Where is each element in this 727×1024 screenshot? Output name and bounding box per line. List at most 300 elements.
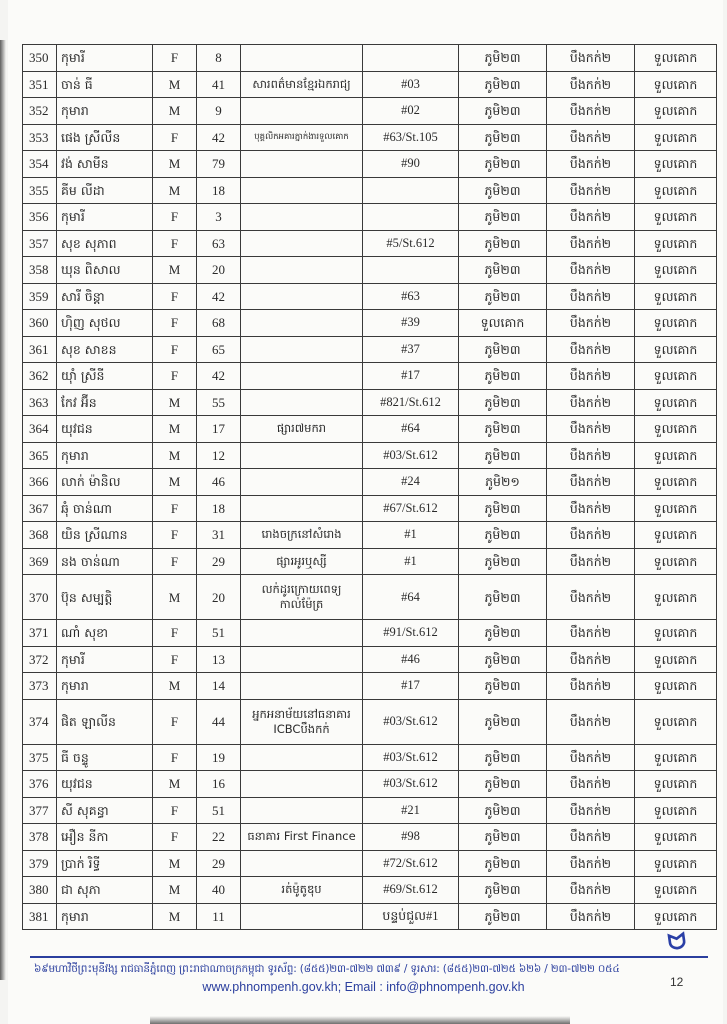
row-number-cell: 371 (23, 620, 57, 647)
house-address-cell (363, 257, 459, 284)
age-cell: 16 (197, 771, 241, 798)
sex-cell: M (153, 389, 197, 416)
sex-cell: M (153, 877, 197, 904)
house-address-cell: #64 (363, 575, 459, 620)
person-name-cell: សារី ចិន្តា (57, 283, 153, 310)
age-cell: 31 (197, 522, 241, 549)
row-number-cell: 379 (23, 850, 57, 877)
house-address-cell: #64 (363, 416, 459, 443)
occupation-cell (241, 283, 363, 310)
occupation-cell (241, 177, 363, 204)
sex-cell: M (153, 257, 197, 284)
table-row (23, 416, 717, 443)
occupation-cell: លក់ដូរក្រោយពេទ្យកាល់ម៉ែត្រ (241, 575, 363, 620)
commune-cell: បឹងកក់២ (547, 522, 635, 549)
row-number-cell: 380 (23, 877, 57, 904)
village-cell: ភូមិ២៣ (459, 850, 547, 877)
age-cell: 3 (197, 204, 241, 231)
village-cell: ភូមិ២១ (459, 469, 547, 496)
footer-address: ៦៩មហាវិថីព្រះមុនីវង្ស រាជធានីភ្នំពេញ ព្រះរាជាណាចក្រកម្ពុជា ទូរស័ព្ទ: (៨៥៥)២៣-៧២២ ៧៣៩ / ទូរសារ: (៨៥៥)២៣-៧២៥ ៦២៦ / ២៣-៧២២ ០៥៤ (34, 963, 620, 975)
occupation-cell (241, 469, 363, 496)
commune-cell: បឹងកក់២ (547, 646, 635, 673)
district-cell: ទួលគោក (635, 620, 717, 647)
house-address-cell: #98 (363, 824, 459, 851)
row-number-cell: 365 (23, 442, 57, 469)
person-name-cell: ធី ចន្ទូ (57, 744, 153, 771)
commune-cell: បឹងកក់២ (547, 548, 635, 575)
district-cell: ទួលគោក (635, 363, 717, 390)
house-address-cell: #21 (363, 797, 459, 824)
handwritten-initial: ᗢ (666, 928, 688, 957)
sex-cell: F (153, 548, 197, 575)
row-number-cell: 351 (23, 71, 57, 98)
person-name-cell: នង ចាន់ណា (57, 548, 153, 575)
sex-cell: F (153, 336, 197, 363)
sex-cell: F (153, 699, 197, 744)
village-cell: ភូមិ២៣ (459, 98, 547, 125)
row-number-cell: 362 (23, 363, 57, 390)
village-cell: ភូមិ២៣ (459, 744, 547, 771)
commune-cell: បឹងកក់២ (547, 310, 635, 337)
occupation-cell (241, 363, 363, 390)
district-cell: ទួលគោក (635, 442, 717, 469)
sex-cell: M (153, 673, 197, 700)
village-cell: ភូមិ២៣ (459, 204, 547, 231)
person-name-cell: កុមារា (57, 673, 153, 700)
person-name-cell: ជា សុភា (57, 877, 153, 904)
sex-cell: F (153, 363, 197, 390)
person-name-cell: យុវជន (57, 771, 153, 798)
table-row (23, 469, 717, 496)
house-address-cell: #72/St.612 (363, 850, 459, 877)
sex-cell: F (153, 310, 197, 337)
sex-cell: F (153, 744, 197, 771)
house-address-cell: #03/St.612 (363, 699, 459, 744)
commune-cell: បឹងកក់២ (547, 363, 635, 390)
person-name-cell: ហ៊ិញ សុថល (57, 310, 153, 337)
district-cell: ទួលគោក (635, 177, 717, 204)
commune-cell: បឹងកក់២ (547, 416, 635, 443)
table-row (23, 98, 717, 125)
row-number-cell: 358 (23, 257, 57, 284)
commune-cell: បឹងកក់២ (547, 283, 635, 310)
district-cell: ទួលគោក (635, 71, 717, 98)
table-row (23, 389, 717, 416)
district-cell: ទួលគោក (635, 575, 717, 620)
row-number-cell: 353 (23, 124, 57, 151)
sex-cell: M (153, 151, 197, 178)
village-cell: ភូមិ២៣ (459, 416, 547, 443)
occupation-cell: សារពត៌មានខ្មែរឯករាជ្យ (241, 71, 363, 98)
photo-left-edge (0, 40, 6, 980)
person-name-cell: វង់ សាមីន (57, 151, 153, 178)
person-name-cell: យុវជន (57, 416, 153, 443)
table-row (23, 877, 717, 904)
footer-divider (30, 956, 708, 958)
person-name-cell: អឿន នីកា (57, 824, 153, 851)
house-address-cell: #03/St.612 (363, 744, 459, 771)
house-address-cell: បន្ទប់ជួល#1 (363, 903, 459, 930)
district-cell: ទួលគោក (635, 124, 717, 151)
table-row (23, 124, 717, 151)
occupation-cell (241, 771, 363, 798)
row-number-cell: 366 (23, 469, 57, 496)
district-cell: ទួលគោក (635, 416, 717, 443)
occupation-cell (241, 204, 363, 231)
commune-cell: បឹងកក់២ (547, 877, 635, 904)
commune-cell: បឹងកក់២ (547, 98, 635, 125)
district-cell: ទួលគោក (635, 204, 717, 231)
table-row (23, 336, 717, 363)
commune-cell: បឹងកក់២ (547, 204, 635, 231)
age-cell: 19 (197, 744, 241, 771)
house-address-cell: #03 (363, 71, 459, 98)
row-number-cell: 361 (23, 336, 57, 363)
age-cell: 46 (197, 469, 241, 496)
row-number-cell: 378 (23, 824, 57, 851)
sex-cell: M (153, 71, 197, 98)
occupation-cell (241, 850, 363, 877)
commune-cell: បឹងកក់២ (547, 824, 635, 851)
occupation-cell (241, 646, 363, 673)
table-row (23, 699, 717, 744)
sex-cell: F (153, 495, 197, 522)
commune-cell: បឹងកក់២ (547, 797, 635, 824)
occupation-cell: បុគ្គលិកអគារភ្នាក់ងារទួលគោក (241, 124, 363, 151)
commune-cell: បឹងកក់២ (547, 230, 635, 257)
table-row (23, 797, 717, 824)
commune-cell: បឹងកក់២ (547, 744, 635, 771)
house-address-cell: #91/St.612 (363, 620, 459, 647)
row-number-cell: 374 (23, 699, 57, 744)
age-cell: 42 (197, 124, 241, 151)
commune-cell: បឹងកក់២ (547, 699, 635, 744)
sex-cell: M (153, 442, 197, 469)
age-cell: 79 (197, 151, 241, 178)
table-row (23, 230, 717, 257)
person-name-cell: គីម លីដា (57, 177, 153, 204)
row-number-cell: 360 (23, 310, 57, 337)
village-cell: ភូមិ២៣ (459, 522, 547, 549)
house-address-cell: #37 (363, 336, 459, 363)
occupation-cell (241, 151, 363, 178)
village-cell: ទួលគោក (459, 310, 547, 337)
village-cell: ភូមិ២៣ (459, 283, 547, 310)
table-row (23, 673, 717, 700)
person-name-cell: កុមារា (57, 903, 153, 930)
district-cell: ទួលគោក (635, 850, 717, 877)
commune-cell: បឹងកក់២ (547, 389, 635, 416)
occupation-cell (241, 903, 363, 930)
village-cell: ភូមិ២៣ (459, 363, 547, 390)
table-row (23, 646, 717, 673)
age-cell: 18 (197, 495, 241, 522)
village-cell: ភូមិ២៣ (459, 771, 547, 798)
photo-bottom-shadow (150, 1016, 570, 1024)
age-cell: 42 (197, 363, 241, 390)
house-address-cell: #02 (363, 98, 459, 125)
row-number-cell: 369 (23, 548, 57, 575)
person-name-cell: កុមារា (57, 98, 153, 125)
sex-cell: F (153, 824, 197, 851)
district-cell: ទួលគោក (635, 797, 717, 824)
occupation-cell (241, 230, 363, 257)
house-address-cell: #03/St.612 (363, 771, 459, 798)
house-address-cell: #1 (363, 522, 459, 549)
age-cell: 18 (197, 177, 241, 204)
table-row (23, 257, 717, 284)
house-address-cell: #17 (363, 363, 459, 390)
table-row (23, 283, 717, 310)
occupation-cell (241, 797, 363, 824)
commune-cell: បឹងកក់២ (547, 177, 635, 204)
occupation-cell (241, 98, 363, 125)
row-number-cell: 376 (23, 771, 57, 798)
person-name-cell: កុមារា (57, 442, 153, 469)
age-cell: 65 (197, 336, 241, 363)
table-row (23, 442, 717, 469)
person-name-cell: ផិត ឡាលីន (57, 699, 153, 744)
commune-cell: បឹងកក់២ (547, 495, 635, 522)
age-cell: 20 (197, 575, 241, 620)
occupation-cell (241, 744, 363, 771)
table-row (23, 824, 717, 851)
row-number-cell: 368 (23, 522, 57, 549)
occupation-cell (241, 673, 363, 700)
occupation-cell: ផ្សារអូរឬស្សី (241, 548, 363, 575)
page-number: 12 (670, 975, 684, 989)
house-address-cell: #821/St.612 (363, 389, 459, 416)
village-cell: ភូមិ២៣ (459, 336, 547, 363)
row-number-cell: 364 (23, 416, 57, 443)
village-cell: ភូមិ២៣ (459, 824, 547, 851)
table-row (23, 850, 717, 877)
row-number-cell: 355 (23, 177, 57, 204)
table-row (23, 522, 717, 549)
age-cell: 22 (197, 824, 241, 851)
village-cell: ភូមិ២៣ (459, 177, 547, 204)
village-cell: ភូមិ២៣ (459, 575, 547, 620)
table-row (23, 548, 717, 575)
table-row (23, 310, 717, 337)
occupation-cell (241, 257, 363, 284)
house-address-cell: #63 (363, 283, 459, 310)
person-name-cell: ផេង ស្រីលីន (57, 124, 153, 151)
records-table-body (23, 45, 717, 930)
commune-cell: បឹងកក់២ (547, 771, 635, 798)
district-cell: ទួលគោក (635, 771, 717, 798)
village-cell: ភូមិ២៣ (459, 151, 547, 178)
house-address-cell: #17 (363, 673, 459, 700)
row-number-cell: 381 (23, 903, 57, 930)
district-cell: ទួលគោក (635, 744, 717, 771)
house-address-cell (363, 204, 459, 231)
house-address-cell: #24 (363, 469, 459, 496)
person-name-cell: កុមារី (57, 204, 153, 231)
row-number-cell: 367 (23, 495, 57, 522)
village-cell: ភូមិ២៣ (459, 646, 547, 673)
district-cell: ទួលគោក (635, 336, 717, 363)
age-cell: 29 (197, 850, 241, 877)
house-address-cell: #39 (363, 310, 459, 337)
commune-cell: បឹងកក់២ (547, 45, 635, 72)
occupation-cell (241, 389, 363, 416)
row-number-cell: 359 (23, 283, 57, 310)
age-cell: 11 (197, 903, 241, 930)
sex-cell: M (153, 575, 197, 620)
row-number-cell: 350 (23, 45, 57, 72)
village-cell: ភូមិ២៣ (459, 45, 547, 72)
age-cell: 9 (197, 98, 241, 125)
table-row (23, 363, 717, 390)
age-cell: 17 (197, 416, 241, 443)
sex-cell: M (153, 771, 197, 798)
age-cell: 51 (197, 797, 241, 824)
age-cell: 8 (197, 45, 241, 72)
age-cell: 20 (197, 257, 241, 284)
table-row (23, 204, 717, 231)
commune-cell: បឹងកក់២ (547, 673, 635, 700)
table-row (23, 903, 717, 930)
row-number-cell: 363 (23, 389, 57, 416)
commune-cell: បឹងកក់២ (547, 71, 635, 98)
district-cell: ទួលគោក (635, 310, 717, 337)
table-row (23, 71, 717, 98)
person-name-cell: យ៉ាំ ស្រីនី (57, 363, 153, 390)
house-address-cell: #03/St.612 (363, 442, 459, 469)
age-cell: 13 (197, 646, 241, 673)
village-cell: ភូមិ២៣ (459, 797, 547, 824)
district-cell: ទួលគោក (635, 646, 717, 673)
village-cell: ភូមិ២៣ (459, 230, 547, 257)
house-address-cell (363, 177, 459, 204)
sex-cell: F (153, 124, 197, 151)
house-address-cell (363, 45, 459, 72)
occupation-cell (241, 45, 363, 72)
age-cell: 55 (197, 389, 241, 416)
person-name-cell: កែវ អ៊ីន (57, 389, 153, 416)
person-name-cell: ឃុន ពិសាល (57, 257, 153, 284)
village-cell: ភូមិ២៣ (459, 903, 547, 930)
table-row (23, 177, 717, 204)
sex-cell: F (153, 283, 197, 310)
village-cell: ភូមិ២៣ (459, 389, 547, 416)
person-name-cell: ប៊ុន សម្បត្តិ (57, 575, 153, 620)
age-cell: 51 (197, 620, 241, 647)
sex-cell: F (153, 230, 197, 257)
age-cell: 14 (197, 673, 241, 700)
row-number-cell: 352 (23, 98, 57, 125)
person-name-cell: លាក់ ម៉ានិល (57, 469, 153, 496)
age-cell: 12 (197, 442, 241, 469)
district-cell: ទួលគោក (635, 522, 717, 549)
occupation-cell: ធនាគារ First Finance (241, 824, 363, 851)
village-cell: ភូមិ២៣ (459, 124, 547, 151)
commune-cell: បឹងកក់២ (547, 336, 635, 363)
commune-cell: បឹងកក់២ (547, 575, 635, 620)
person-name-cell: ប្រាក់ រិទ្ធី (57, 850, 153, 877)
person-name-cell: ចាន់ ធី (57, 71, 153, 98)
commune-cell: បឹងកក់២ (547, 442, 635, 469)
village-cell: ភូមិ២៣ (459, 548, 547, 575)
district-cell: ទួលគោក (635, 548, 717, 575)
district-cell: ទួលគោក (635, 230, 717, 257)
commune-cell: បឹងកក់២ (547, 903, 635, 930)
house-address-cell: #46 (363, 646, 459, 673)
sex-cell: M (153, 416, 197, 443)
age-cell: 41 (197, 71, 241, 98)
house-address-cell: #63/St.105 (363, 124, 459, 151)
district-cell: ទួលគោក (635, 673, 717, 700)
village-cell: ភូមិ២៣ (459, 442, 547, 469)
occupation-cell (241, 442, 363, 469)
table-row (23, 495, 717, 522)
footer-contact: www.phnompenh.gov.kh; Email : info@phnompenh.gov.kh (202, 980, 525, 994)
occupation-cell (241, 336, 363, 363)
occupation-cell (241, 620, 363, 647)
row-number-cell: 372 (23, 646, 57, 673)
commune-cell: បឹងកក់២ (547, 151, 635, 178)
row-number-cell: 377 (23, 797, 57, 824)
age-cell: 63 (197, 230, 241, 257)
sex-cell: M (153, 177, 197, 204)
table-row (23, 620, 717, 647)
house-address-cell: #90 (363, 151, 459, 178)
occupation-cell: អ្នកអនាម័យនៅធនាគារ ICBCបឹងកក់ (241, 699, 363, 744)
village-cell: ភូមិ២៣ (459, 673, 547, 700)
sex-cell: M (153, 469, 197, 496)
commune-cell: បឹងកក់២ (547, 257, 635, 284)
row-number-cell: 375 (23, 744, 57, 771)
table-row (23, 45, 717, 72)
village-cell: ភូមិ២៣ (459, 877, 547, 904)
village-cell: ភូមិ២៣ (459, 495, 547, 522)
occupation-cell: រោងចក្រនៅសំរោង (241, 522, 363, 549)
village-cell: ភូមិ២៣ (459, 620, 547, 647)
row-number-cell: 373 (23, 673, 57, 700)
house-address-cell: #69/St.612 (363, 877, 459, 904)
commune-cell: បឹងកក់២ (547, 850, 635, 877)
table-row (23, 771, 717, 798)
district-cell: ទួលគោក (635, 257, 717, 284)
house-address-cell: #5/St.612 (363, 230, 459, 257)
commune-cell: បឹងកក់២ (547, 124, 635, 151)
sex-cell: M (153, 98, 197, 125)
occupation-cell: រត់ម៉ូតូឌុប (241, 877, 363, 904)
village-cell: ភូមិ២៣ (459, 699, 547, 744)
age-cell: 42 (197, 283, 241, 310)
row-number-cell: 354 (23, 151, 57, 178)
sex-cell: F (153, 522, 197, 549)
district-cell: ទួលគោក (635, 469, 717, 496)
village-cell: ភូមិ២៣ (459, 71, 547, 98)
sex-cell: F (153, 45, 197, 72)
sex-cell: F (153, 620, 197, 647)
sex-cell: F (153, 204, 197, 231)
sex-cell: M (153, 850, 197, 877)
district-cell: ទួលគោក (635, 151, 717, 178)
village-cell: ភូមិ២៣ (459, 257, 547, 284)
table-row (23, 575, 717, 620)
person-name-cell: សុខ សុភាព (57, 230, 153, 257)
age-cell: 40 (197, 877, 241, 904)
sex-cell: M (153, 903, 197, 930)
row-number-cell: 356 (23, 204, 57, 231)
row-number-cell: 357 (23, 230, 57, 257)
person-name-cell: កុមារី (57, 646, 153, 673)
person-name-cell: សី សុគន្ធា (57, 797, 153, 824)
commune-cell: បឹងកក់២ (547, 469, 635, 496)
